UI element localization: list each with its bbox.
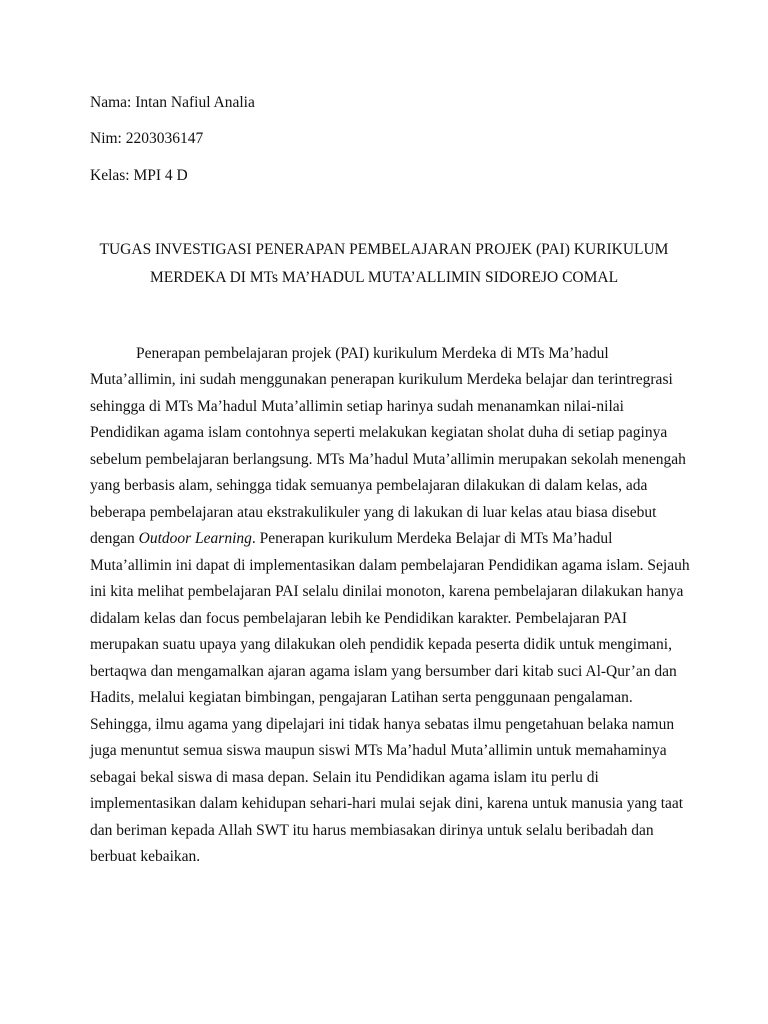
body-line: berbuat kebaikan. bbox=[90, 848, 201, 865]
body-line bbox=[90, 529, 612, 549]
body-line: yang berbasis alam, sehingga tidak semuanya pembelajaran dilakukan di dalam kelas, ada bbox=[90, 477, 648, 494]
body-line: sebagai bekal siswa di masa depan. Selain itu Pendidikan agama islam itu perlu di bbox=[90, 769, 599, 786]
italic-term: Outdoor Learning bbox=[138, 530, 252, 547]
document-title-line-1: TUGAS INVESTIGASI PENERAPAN PEMBELAJARAN PROJEK (PAI) KURIKULUM bbox=[99, 241, 669, 258]
body-line: sehingga di MTs Ma’hadul Muta’allimin setiap harinya sudah menanamkan nilai-nilai bbox=[90, 398, 624, 415]
body-text: . Penerapan kurikulum Merdeka Belajar di MTs Ma’hadul bbox=[251, 530, 613, 547]
document-title-line-2: MERDEKA DI MTs MA’HADUL MUTA’ALLIMIN SIDOREJO COMAL bbox=[149, 269, 619, 286]
body-line: beberapa pembelajaran atau ekstrakulikuler yang di lakukan di luar kelas atau biasa disebut bbox=[90, 504, 657, 521]
body-text: dengan bbox=[90, 530, 139, 547]
body-line: didalam kelas dan focus pembelajaran lebih ke Pendidikan karakter. Pembelajaran PAI bbox=[90, 610, 628, 627]
body-line: bertaqwa dan mengamalkan ajaran agama islam yang bersumber dari kitab suci Al-Qur’an dan bbox=[90, 663, 677, 680]
body-line: dan beriman kepada Allah SWT itu harus membiasakan dirinya untuk selalu beribadah dan bbox=[90, 822, 654, 839]
body-line: ini kita melihat pembelajaran PAI selalu dinilai monoton, karena pembelajaran dilakukan hanya bbox=[90, 583, 684, 600]
body-line: implementasikan dalam kehidupan sehari-hari mulai sejak dini, karena untuk manusia yang taat bbox=[90, 795, 684, 812]
body-line: sebelum pembelajaran berlangsung. MTs Ma’hadul Muta’allimin merupakan sekolah menengah bbox=[90, 451, 686, 468]
student-nim: Nim: 2203036147 bbox=[90, 130, 204, 147]
body-line: Penerapan pembelajaran projek (PAI) kurikulum Merdeka di MTs Ma’hadul bbox=[136, 345, 609, 362]
body-line: juga menuntut semua siswa maupun siswi MTs Ma’hadul Muta’allimin untuk memahaminya bbox=[90, 742, 667, 759]
body-line: Pendidikan agama islam contohnya seperti melakukan kegiatan sholat duha di setiap paginya bbox=[90, 424, 668, 441]
body-line: Muta’allimin ini dapat di implementasikan dalam pembelajaran Pendidikan agama islam. Sejauh bbox=[90, 557, 690, 574]
student-class: Kelas: MPI 4 D bbox=[90, 167, 188, 184]
body-line: merupakan suatu upaya yang dilakukan oleh pendidik kepada peserta didik untuk mengimani, bbox=[90, 636, 672, 653]
student-name: Nama: Intan Nafiul Analia bbox=[90, 94, 255, 111]
body-line: Muta’allimin, ini sudah menggunakan penerapan kurikulum Merdeka belajar dan terintregrasi bbox=[90, 371, 673, 388]
body-line: Sehingga, ilmu agama yang dipelajari ini tidak hanya sebatas ilmu pengetahuan belaka namun bbox=[90, 716, 675, 733]
body-line: Hadits, melalui kegiatan bimbingan, pengajaran Latihan serta penggunaan pengalaman. bbox=[90, 689, 633, 706]
